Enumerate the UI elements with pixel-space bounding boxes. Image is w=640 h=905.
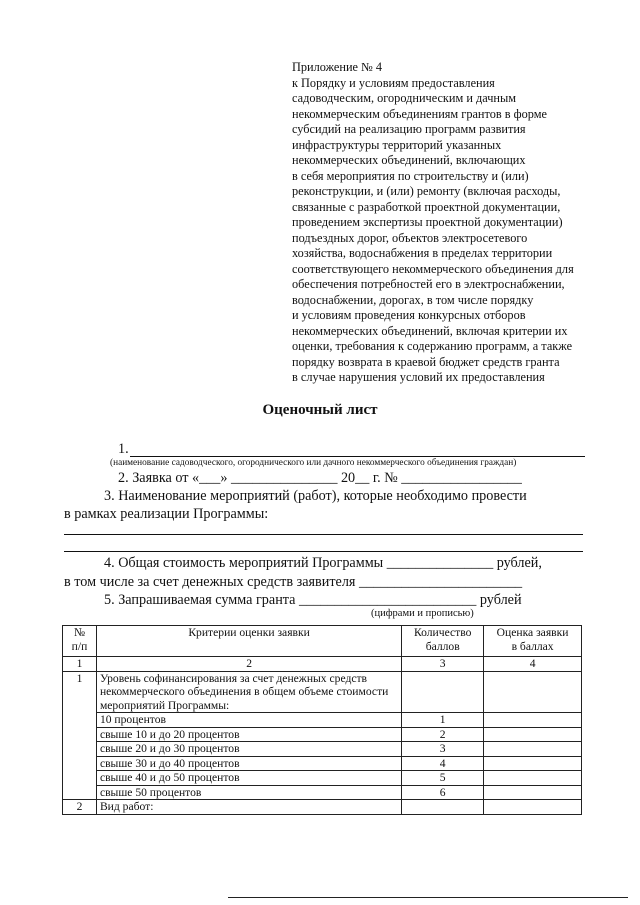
appendix-line: соответствующего некоммерческого объединения для [292,261,574,276]
appendix-line: субсидий на реализацию программ развития [292,122,526,136]
appendix-line: в себя мероприятия по строительству и (или) [292,168,529,183]
section1-title: Уровень софинансирования за счет денежных средств некоммерческого объединения в общем объеме стоимости мероприятий Программы: [96,671,401,713]
empty-cell [484,800,582,815]
appendix-line: инфраструктуры территорий указанных [292,137,502,152]
appendix-line: хозяйства, водоснабжения в пределах территории [292,246,553,260]
appendix-line: некоммерческим объединениям грантов в форме [292,106,547,121]
item1-blank-line [130,456,585,457]
table-row [63,771,582,786]
table-section-row [63,671,582,713]
numbering-cell: 1 [63,657,97,672]
item3-blank-line-2 [64,551,583,552]
header-points: Количество баллов [402,626,484,657]
appendix-line: оценки, требования к содержанию программ, а также [292,339,573,353]
appendix-header [292,60,612,386]
criterion-label: свыше 40 и до 50 процентов [96,771,401,786]
criterion-label: свыше 30 и до 40 процентов [96,756,401,771]
item1-hint: (наименование садоводческого, огороднического или дачного некоммерческого объединения граждан) [110,458,517,468]
appendix-line: реконструкции, и (или) ремонту (включая расходы, [292,184,561,198]
appendix-line: связанные с разработкой проектной документации, [292,199,561,214]
criterion-label: свыше 10 и до 20 процентов [96,727,401,742]
score-cell [484,756,582,771]
score-cell [484,727,582,742]
section1-number: 1 [63,671,97,800]
criterion-points: 4 [402,756,484,771]
score-cell [484,742,582,757]
score-cell [484,713,582,728]
item4-line1: 4. Общая стоимость мероприятий Программы _______________ рублей, [104,555,542,571]
appendix-line: садоводческим, огородническим и дачным [292,91,517,105]
empty-cell [402,671,484,713]
criterion-points: 6 [402,785,484,800]
appendix-line: водоснабжении, дорогах, в том числе порядку [292,292,534,307]
empty-cell [402,800,484,815]
score-cell [484,771,582,786]
item5-line: 5. Запрашиваемая сумма гранта _________________________ рублей [104,592,522,608]
criterion-points: 5 [402,771,484,786]
header-number: № п/п [63,626,97,657]
item3-line1: 3. Наименование мероприятий (работ), которые необходимо провести [104,488,527,504]
header-score: Оценка заявки в баллах [484,626,582,657]
appendix-line: некоммерческих объединений, включая критерии их [292,323,568,338]
table-header-row [63,626,582,657]
table-section-row [63,800,582,815]
table-row [63,727,582,742]
item3-line2: в рамках реализации Программы: [64,506,269,522]
criterion-points: 3 [402,742,484,757]
header-criteria: Критерии оценки заявки [96,626,401,657]
section2-title: Вид работ: [96,800,401,815]
criteria-table [62,625,582,815]
criterion-label: 10 процентов [96,713,401,728]
appendix-line: проведением экспертизы проектной документации) [292,215,563,229]
numbering-cell: 3 [402,657,484,672]
table-row [63,713,582,728]
item4-line2: в том числе за счет денежных средств заявителя _______________________ [64,574,523,590]
document-title: Оценочный лист [262,402,378,418]
table-row [63,756,582,771]
table-row [63,785,582,800]
item5-hint: (цифрами и прописью) [371,608,474,619]
table-row [63,742,582,757]
criterion-points: 2 [402,727,484,742]
appendix-line: в случае нарушения условий их предоставления [292,370,545,384]
criterion-points: 1 [402,713,484,728]
criterion-label: свыше 50 процентов [96,785,401,800]
numbering-cell: 2 [96,657,401,672]
appendix-line: подъездных дорог, объектов электросетевого [292,230,528,245]
appendix-line: Приложение № 4 [292,60,383,74]
appendix-line: к Порядку и условиям предоставления [292,75,495,90]
numbering-cell: 4 [484,657,582,672]
appendix-line: порядку возврата в краевой бюджет средств гранта [292,354,560,369]
criterion-label: свыше 20 и до 30 процентов [96,742,401,757]
page-bottom-line [228,897,628,898]
item2-request-line: 2. Заявка от «___» _______________ 20__ г. № _________________ [118,470,522,486]
section2-number: 2 [63,800,97,815]
score-cell [484,785,582,800]
item1-number: 1. [118,441,129,457]
item3-blank-line-1 [64,534,583,535]
table-numbering-row [63,657,582,672]
appendix-line: обеспечения потребностей его в электроснабжении, [292,277,565,291]
appendix-line: некоммерческих объединений, включающих [292,153,526,167]
appendix-line: и условиям проведения конкурсных отборов [292,308,526,322]
empty-cell [484,671,582,713]
